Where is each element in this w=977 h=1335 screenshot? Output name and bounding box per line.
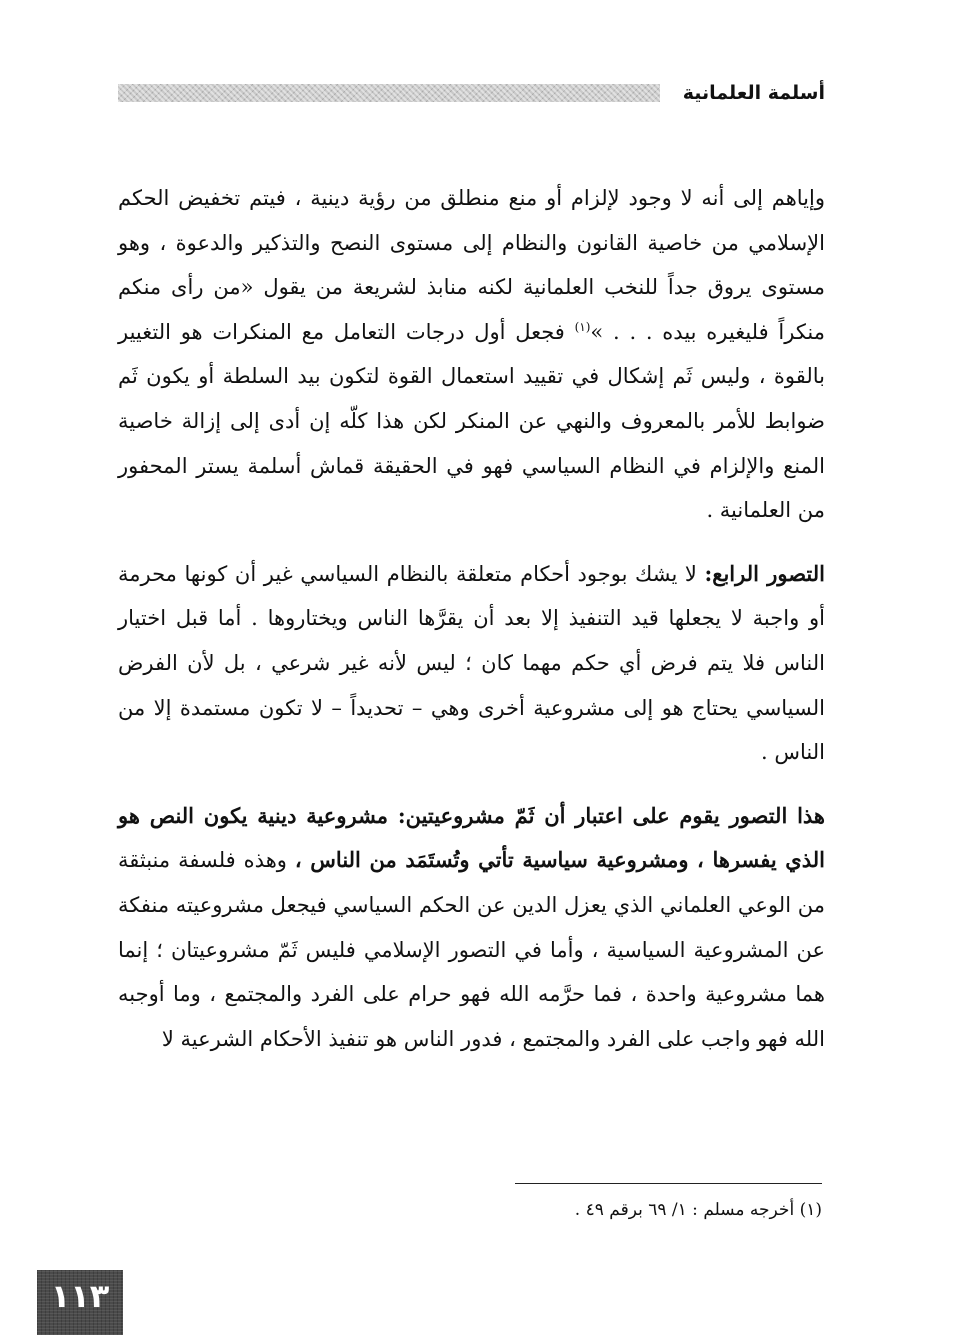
paragraph-1-continuation: فجعل أول درجات التعامل مع المنكرات هو التغيير بالقوة ، وليس ثَم إشكال في تقييد استعمال القوة لتكون بيد السلطة أو يكون ثَم ضوابط للأمر بالمعروف والنهي عن المنكر لكن هذا كلّه إن أدى إلى إزالة خاصية المنع والإلزام في النظام السياسي فهو في الحقيقة قماش أسلمة يستر المحفور من العلمانية . [118, 319, 825, 523]
paragraph-3-lead: هذا التصور يقوم على اعتبار أن ثَمّ مشروعيتين: مشروعية دينية يكون النص هو الذي يفسرها ، ومشروعية سياسية تأتي وتُستَمَد من الناس ، [118, 802, 826, 873]
footnote-divider [515, 1183, 822, 1184]
running-header-title: أسلمة العلمانية [682, 82, 825, 104]
paragraph-2-text: لا يشك بوجود أحكام متعلقة بالنظام السياسي غير أن كونها محرمة أو واجبة لا يجعلها قيد التنفيذ إلا بعد أن يقرَّها الناس ويختاروها . أما قبل اختيار الناس فلا يتم فرض أي حكم مهما كان ؛ ليس لأنه غير شرعي ، بل لأن الفرض السياسي يحتاج هو إلى مشروعية أخرى وهي – تحديداً – لا تكون مستمدة إلا من الناس . [118, 561, 825, 765]
paragraph-1 [118, 176, 825, 533]
paragraph-3-text: وهذه فلسفة منبثقة من الوعي العلماني الذي يعزل الدين عن الحكم السياسي فيجعل مشروعيته منفكة عن المشروعية السياسية ، وأما في التصور الإسلامي فليس ثَمّ مشروعيتان ؛ إنما هما مشروعية واحدة ، فما حرَّمه الله فهو حرام على الفرد والمجتمع ، وما أوجبه الله فهو واجب على الفرد والمجتمع ، فدور الناس هو تنفيذ الأحكام الشرعية لا [118, 848, 825, 1051]
footnote-reference: (١) [574, 319, 591, 334]
paragraph-1-text: وإياهم إلى أنه لا وجود لإلزام أو منع منطلق من رؤية دينية ، فيتم تخفيض الحكم الإسلامي من خاصية القانون والنظام إلى مستوى النصح والتذكير والدعوة ، وهو مستوى يروق جداً للنخب العلمانية لكنه منابذ لشريعة من يقول «من رأى منكم منكراً فليغيره بيده . . . » [118, 186, 826, 344]
running-header [118, 78, 825, 108]
main-text [118, 176, 825, 1061]
header-decorative-bar [118, 84, 660, 102]
page-number-badge [37, 1270, 123, 1335]
paragraph-2-heading: التصور الرابع: [704, 560, 825, 586]
page-number: ١١٣ [50, 1277, 110, 1315]
footnote: (١) أخرجه مسلم : ١/ ٦٩ برقم ٤٩ . [574, 1200, 822, 1220]
paragraph-2 [118, 552, 825, 775]
paragraph-3 [118, 794, 825, 1062]
